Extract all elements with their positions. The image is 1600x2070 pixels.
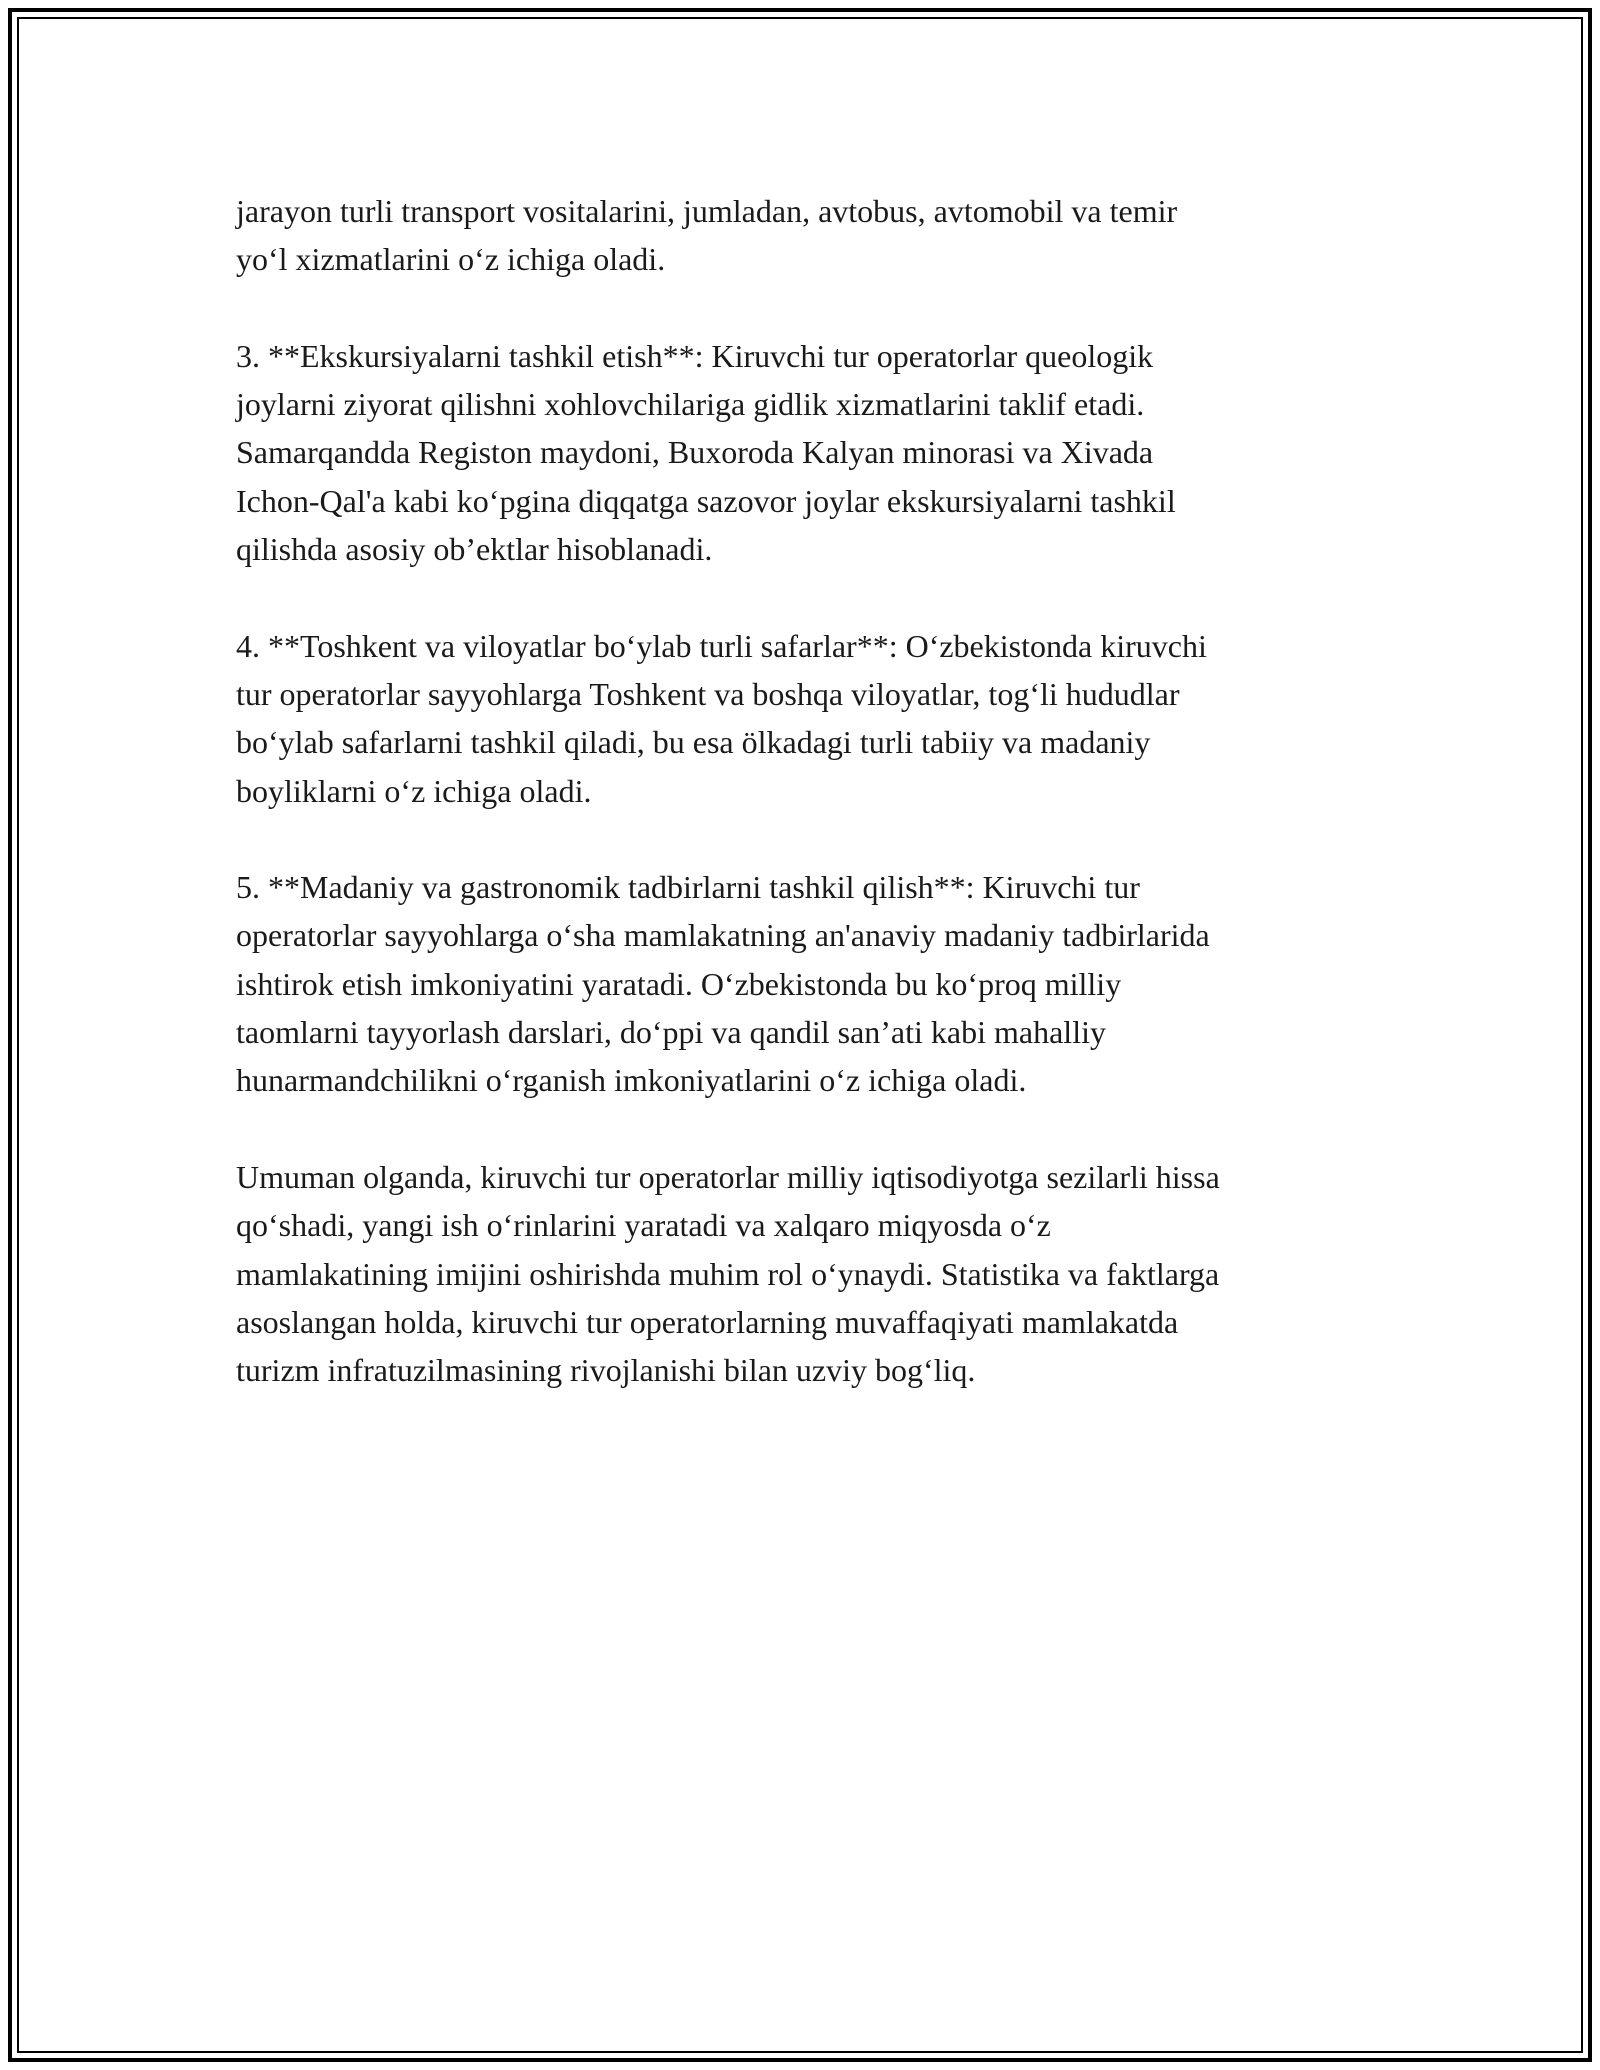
text-line: ishtirok etish imkoniyatini yaratadi. O‘zbekistonda bu ko‘proq milliy [236, 965, 1122, 1002]
text-line: yo‘l xizmatlarini o‘z ichiga oladi. [236, 241, 666, 278]
text-line: bo‘ylab safarlarni tashkil qiladi, bu esa ölkadagi turli tabiiy va madaniy [236, 724, 1151, 761]
document-body [236, 187, 1366, 1443]
paragraph-item-4-trips [236, 622, 1366, 815]
paragraph-item-5-cultural-events [236, 863, 1366, 1104]
paragraph-item-3-excursions [236, 332, 1366, 573]
text-line: mamlakatining imijini oshirishda muhim rol o‘ynaydi. Statistika va faktlarga [236, 1255, 1220, 1292]
text-line: joylarni ziyorat qilishni xohlovchilariga gidlik xizmatlarini taklif etadi. [236, 386, 1145, 423]
text-line: 5. **Madaniy va gastronomik tadbirlarni tashkil qilish**: Kiruvchi tur [236, 869, 1140, 906]
text-line: Umuman olganda, kiruvchi tur operatorlar milliy iqtisodiyotga sezilarli hissa [236, 1158, 1220, 1195]
text-line: Samarqandda Registon maydoni, Buxoroda Kalyan minorasi va Xivada [236, 434, 1154, 471]
text-line: jarayon turli transport vositalarini, jumladan, avtobus, avtomobil va temir [236, 193, 1178, 229]
text-line: hunarmandchilikni o‘rganish imkoniyatlarini o‘z ichiga oladi. [236, 1062, 1027, 1099]
text-line: 4. **Toshkent va viloyatlar bo‘ylab turli safarlar**: O‘zbekistonda kiruvchi [236, 627, 1207, 664]
text-line: qo‘shadi, yangi ish o‘rinlarini yaratadi va xalqaro miqyosda o‘z [236, 1207, 1051, 1244]
text-line: qilishda asosiy ob’ektlar hisoblanadi. [236, 531, 713, 568]
paragraph-conclusion [236, 1153, 1366, 1394]
text-line: operatorlar sayyohlarga o‘sha mamlakatning an'anaviy madaniy tadbirlarida [236, 917, 1210, 954]
text-line: taomlarni tayyorlash darslari, do‘ppi va qandil san’ati kabi mahalliy [236, 1014, 1106, 1051]
text-line: turizm infratuzilmasining rivojlanishi bilan uzviy bog‘liq. [236, 1352, 976, 1389]
text-line: tur operatorlar sayyohlarga Toshkent va boshqa viloyatlar, tog‘li hududlar [236, 675, 1180, 712]
text-line: asoslangan holda, kiruvchi tur operatorlarning muvaffaqiyati mamlakatda [236, 1303, 1179, 1340]
text-line: boyliklarni o‘z ichiga oladi. [236, 772, 592, 809]
paragraph-transport-continuation [236, 187, 1366, 284]
text-line: 3. **Ekskursiyalarni tashkil etish**: Kiruvchi tur operatorlar queologik [236, 337, 1154, 374]
text-line: Ichon-Qal'a kabi ko‘pgina diqqatga sazovor joylar ekskursiyalarni tashkil [236, 482, 1176, 519]
